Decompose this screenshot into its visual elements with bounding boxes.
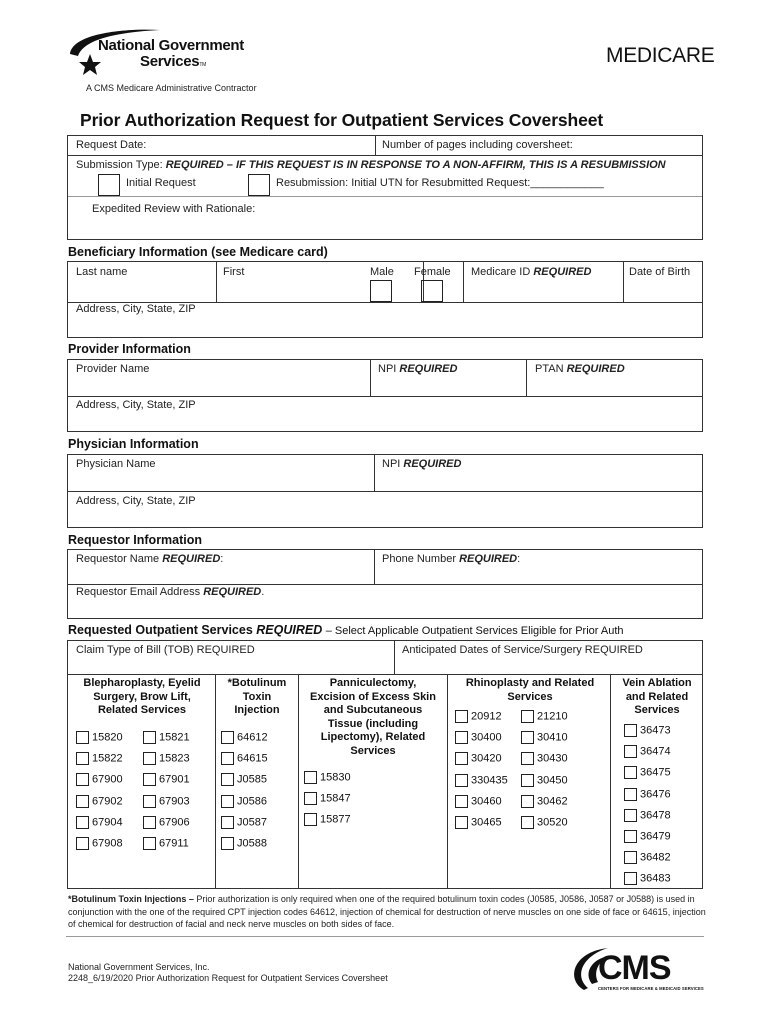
panniculectomy-heading-2: and Subcutaneous [323, 704, 423, 716]
service-code-label: 30460 [471, 795, 502, 808]
vein-ablation-heading-0: Vein Ablation [622, 677, 692, 689]
service-code-label: 15877 [320, 813, 351, 826]
requestor-box [67, 549, 703, 619]
service-code-label: 30420 [471, 752, 502, 765]
service-code-checkbox[interactable] [455, 710, 468, 723]
service-code-label: 15821 [159, 731, 190, 744]
service-code-option[interactable] [221, 837, 267, 850]
cms-tagline: CENTERS FOR MEDICARE & MEDICAID SERVICES [598, 986, 704, 991]
vein-ablation-heading-1: and Related [625, 690, 689, 703]
physician-box [67, 454, 703, 528]
service-code-checkbox[interactable] [304, 813, 317, 826]
dob-field[interactable]: Date of Birth [629, 266, 691, 278]
service-code-label: 15820 [92, 731, 123, 744]
service-code-label: 30465 [471, 816, 502, 829]
service-code-option[interactable] [304, 813, 351, 826]
cms-logo [564, 944, 704, 994]
service-code-label: 36483 [640, 872, 671, 885]
service-code-checkbox[interactable] [521, 795, 534, 808]
cms-logo-text: CMS [598, 949, 671, 987]
service-code-label: 30430 [537, 752, 568, 765]
service-code-option[interactable] [455, 774, 508, 787]
physician-heading: Physician Information [68, 437, 199, 451]
service-code-option[interactable] [624, 872, 671, 885]
service-code-checkbox[interactable] [624, 809, 637, 822]
medicare-label: MEDICARE [606, 44, 715, 67]
blepharoplasty-heading-1: Surgery, Brow Lift, [93, 690, 191, 703]
service-code-option[interactable] [521, 795, 568, 808]
service-code-checkbox[interactable] [143, 816, 156, 829]
service-code-checkbox[interactable] [455, 774, 468, 787]
service-code-checkbox[interactable] [455, 731, 468, 744]
num-pages-field[interactable]: Number of pages including coversheet: [382, 139, 573, 151]
anticipated-dates-field[interactable]: Anticipated Dates of Service/Surgery REQUIRED [402, 644, 643, 656]
service-code-checkbox[interactable] [221, 731, 234, 744]
physician-npi-field[interactable]: NPI REQUIRED [382, 458, 462, 470]
requestor-email-field[interactable]: Requestor Email Address REQUIRED. [76, 586, 265, 598]
blepharoplasty-heading-2: Related Services [97, 704, 187, 716]
resubmission-label[interactable]: Resubmission: Initial UTN for Resubmitted Request:____________ [276, 177, 604, 189]
service-code-option[interactable] [143, 795, 190, 808]
requestor-phone-field[interactable]: Phone Number REQUIRED: [382, 553, 521, 565]
service-code-checkbox[interactable] [76, 773, 89, 786]
service-code-option[interactable] [624, 745, 671, 758]
ngs-logo [62, 26, 262, 76]
footer-divider [66, 936, 704, 937]
service-code-option[interactable] [143, 731, 190, 744]
services-heading: Requested Outpatient Services REQUIRED – Select Applicable Outpatient Services Eligible for Prior Auth [68, 623, 624, 637]
service-code-checkbox[interactable] [521, 816, 534, 829]
service-code-checkbox[interactable] [221, 773, 234, 786]
footer-line2: 2248_6/19/2020 Prior Authorization Request for Outpatient Services Coversheet [68, 973, 388, 983]
service-code-label: 64615 [237, 752, 268, 765]
service-code-checkbox[interactable] [221, 837, 234, 850]
service-code-label: 15822 [92, 752, 123, 765]
service-code-label: 67911 [159, 837, 189, 850]
service-code-label: J0586 [237, 795, 267, 807]
service-code-label: 67906 [159, 816, 190, 829]
service-code-checkbox[interactable] [624, 724, 637, 737]
service-code-checkbox[interactable] [143, 752, 156, 765]
beneficiary-heading: Beneficiary Information (see Medicare card) [68, 245, 328, 259]
provider-ptan-field[interactable]: PTAN REQUIRED [535, 363, 625, 375]
service-code-checkbox[interactable] [521, 752, 534, 765]
service-code-option[interactable] [143, 752, 190, 765]
service-code-checkbox[interactable] [455, 816, 468, 829]
service-code-option[interactable] [221, 795, 267, 808]
service-code-option[interactable] [521, 774, 568, 787]
service-code-option[interactable] [455, 816, 502, 829]
footer-line1: National Government Services, Inc. [68, 962, 210, 972]
female-checkbox[interactable] [421, 280, 443, 302]
service-code-checkbox[interactable] [221, 752, 234, 765]
claim-type-field[interactable]: Claim Type of Bill (TOB) REQUIRED [76, 644, 255, 656]
service-code-label: 36476 [640, 788, 671, 800]
service-code-label: 15847 [320, 792, 351, 805]
male-label: Male [370, 266, 394, 278]
service-code-label: 67903 [159, 795, 190, 807]
beneficiary-address-field[interactable]: Address, City, State, ZIP [76, 303, 196, 315]
service-code-option[interactable] [624, 809, 671, 822]
service-code-checkbox[interactable] [221, 816, 234, 829]
service-code-label: 30462 [537, 795, 568, 808]
physician-address-field[interactable]: Address, City, State, ZIP [76, 495, 196, 507]
service-code-option[interactable] [221, 816, 267, 829]
service-code-option[interactable] [221, 752, 268, 765]
services-content [68, 674, 702, 888]
provider-address-field[interactable]: Address, City, State, ZIP [76, 399, 196, 411]
service-code-option[interactable] [521, 731, 568, 744]
rhinoplasty-heading-0: Rhinoplasty and Related [465, 677, 595, 689]
service-code-option[interactable] [143, 816, 190, 829]
submission-type: Submission Type: REQUIRED – IF THIS REQUEST IS IN RESPONSE TO A NON-AFFIRM, THIS IS A RESUBMISSION [76, 159, 666, 171]
panniculectomy-heading-3: Tissue (including [327, 717, 419, 730]
service-code-checkbox[interactable] [76, 731, 89, 744]
service-code-label: 15823 [159, 752, 190, 765]
service-code-option[interactable] [624, 724, 671, 737]
service-code-label: 21210 [537, 710, 568, 723]
service-code-checkbox[interactable] [143, 731, 156, 744]
service-code-checkbox[interactable] [143, 795, 156, 808]
service-code-checkbox[interactable] [143, 837, 156, 850]
request-date-field[interactable]: Request Date: [76, 139, 147, 151]
service-code-checkbox[interactable] [521, 731, 534, 744]
service-code-option[interactable] [76, 731, 123, 744]
requestor-name-field[interactable]: Requestor Name REQUIRED: [76, 553, 224, 565]
vein-ablation-heading-2: Services [634, 704, 680, 716]
footnote: *Botulinum Toxin Injections – Prior authorization is only required when one of the required botulinum toxin codes (J0585, J0586, J0587 or J0588) is used in conjunction with the one of the required CPT injection codes 64612, injection of chemical for destruction of nerve muscles on one side of face or 64615, injection of chemical for destruction of facial and neck nerve muscles on both sides of face. [68, 894, 706, 930]
service-code-checkbox[interactable] [304, 792, 317, 805]
service-code-label: J0585 [237, 773, 267, 786]
service-code-checkbox[interactable] [76, 837, 89, 850]
provider-heading: Provider Information [68, 342, 191, 356]
service-code-option[interactable] [143, 837, 189, 850]
service-code-label: 67904 [92, 816, 123, 829]
resubmission-checkbox[interactable] [248, 174, 270, 196]
botulinum-heading-2: Injection [234, 704, 280, 716]
first-name-field[interactable]: First [223, 266, 245, 278]
service-code-checkbox[interactable] [455, 795, 468, 808]
service-code-checkbox[interactable] [624, 872, 637, 885]
service-code-label: 64612 [237, 731, 268, 744]
service-code-checkbox[interactable] [76, 752, 89, 765]
service-code-checkbox[interactable] [624, 851, 637, 864]
service-code-label: 36474 [640, 745, 671, 758]
service-code-option[interactable] [221, 731, 268, 744]
service-code-option[interactable] [624, 766, 671, 779]
blepharoplasty-heading-0: Blepharoplasty, Eyelid [83, 677, 201, 689]
service-code-label: 36478 [640, 809, 671, 822]
service-code-label: J0587 [237, 816, 267, 829]
ngs-logo-line2: ServicesTM [140, 53, 206, 70]
service-code-checkbox[interactable] [521, 774, 534, 787]
service-code-checkbox[interactable] [304, 771, 317, 784]
initial-request-label: Initial Request [126, 177, 196, 189]
service-code-label: 67908 [92, 837, 123, 850]
rhinoplasty-heading-1: Services [507, 690, 553, 703]
service-code-label: 30410 [537, 731, 568, 744]
female-label: Female [414, 266, 451, 278]
service-code-label: 67901 [159, 773, 190, 786]
service-code-option[interactable] [76, 816, 123, 829]
service-code-option[interactable] [76, 773, 123, 786]
service-code-label: 36473 [640, 724, 671, 737]
panniculectomy-heading-4: Lipectomy), Related [320, 731, 426, 743]
service-code-checkbox[interactable] [455, 752, 468, 765]
service-code-label: 36482 [640, 851, 671, 864]
provider-box [67, 359, 703, 432]
service-code-option[interactable] [76, 795, 123, 808]
service-code-label: 20912 [471, 710, 502, 723]
service-code-label: 30450 [537, 774, 568, 786]
service-code-option[interactable] [221, 773, 267, 786]
service-code-option[interactable] [76, 837, 123, 850]
service-code-option[interactable] [455, 710, 502, 723]
services-box [67, 640, 703, 889]
service-code-option[interactable] [521, 752, 568, 765]
service-code-option[interactable] [455, 795, 502, 808]
service-code-option[interactable] [624, 830, 671, 843]
service-code-option[interactable] [76, 752, 123, 765]
male-checkbox[interactable] [370, 280, 392, 302]
service-code-checkbox[interactable] [76, 795, 89, 808]
provider-npi-field[interactable]: NPI REQUIRED [378, 363, 458, 375]
service-code-option[interactable] [304, 792, 351, 805]
botulinum-heading-1: Toxin [242, 690, 272, 703]
panniculectomy-heading-0: Panniculectomy, [329, 677, 417, 689]
ngs-tagline: A CMS Medicare Administrative Contractor [86, 83, 257, 93]
request-box [67, 135, 703, 240]
service-code-label: 30400 [471, 731, 502, 744]
service-code-option[interactable] [304, 771, 351, 784]
service-code-option[interactable] [624, 851, 671, 864]
botulinum-heading-0: *Botulinum [227, 677, 287, 689]
page-title: Prior Authorization Request for Outpatient Services Coversheet [80, 110, 604, 130]
service-code-option[interactable] [143, 773, 190, 786]
ngs-logo-line1: National Government [98, 37, 244, 54]
service-code-checkbox[interactable] [624, 788, 637, 801]
service-code-label: 330435 [471, 774, 508, 786]
service-code-checkbox[interactable] [76, 816, 89, 829]
panniculectomy-heading-5: Services [350, 744, 396, 757]
service-code-label: 30520 [537, 816, 568, 829]
service-code-label: 67900 [92, 773, 123, 786]
service-code-option[interactable] [624, 788, 671, 801]
medicare-id-field[interactable]: Medicare ID REQUIRED [471, 266, 592, 278]
service-code-checkbox[interactable] [221, 795, 234, 808]
service-code-label: 36479 [640, 830, 671, 843]
service-code-option[interactable] [521, 816, 568, 829]
last-name-field[interactable]: Last name [76, 266, 128, 278]
service-code-checkbox[interactable] [624, 766, 637, 779]
service-code-checkbox[interactable] [624, 830, 637, 843]
service-code-checkbox[interactable] [143, 773, 156, 786]
service-code-checkbox[interactable] [521, 710, 534, 723]
service-code-label: 36475 [640, 766, 671, 779]
panniculectomy-heading-1: Excision of Excess Skin [310, 690, 436, 703]
service-code-label: 67902 [92, 795, 123, 807]
initial-request-checkbox[interactable] [98, 174, 120, 196]
provider-name-field[interactable]: Provider Name [76, 363, 150, 375]
service-code-option[interactable] [455, 731, 502, 744]
expedited-review-field[interactable]: Expedited Review with Rationale: [92, 203, 256, 215]
service-code-label: 15830 [320, 771, 351, 784]
service-code-checkbox[interactable] [624, 745, 637, 758]
service-code-label: J0588 [237, 837, 267, 850]
service-code-option[interactable] [455, 752, 502, 765]
beneficiary-box [67, 261, 703, 338]
requestor-heading: Requestor Information [68, 533, 203, 547]
physician-name-field[interactable]: Physician Name [76, 458, 156, 470]
